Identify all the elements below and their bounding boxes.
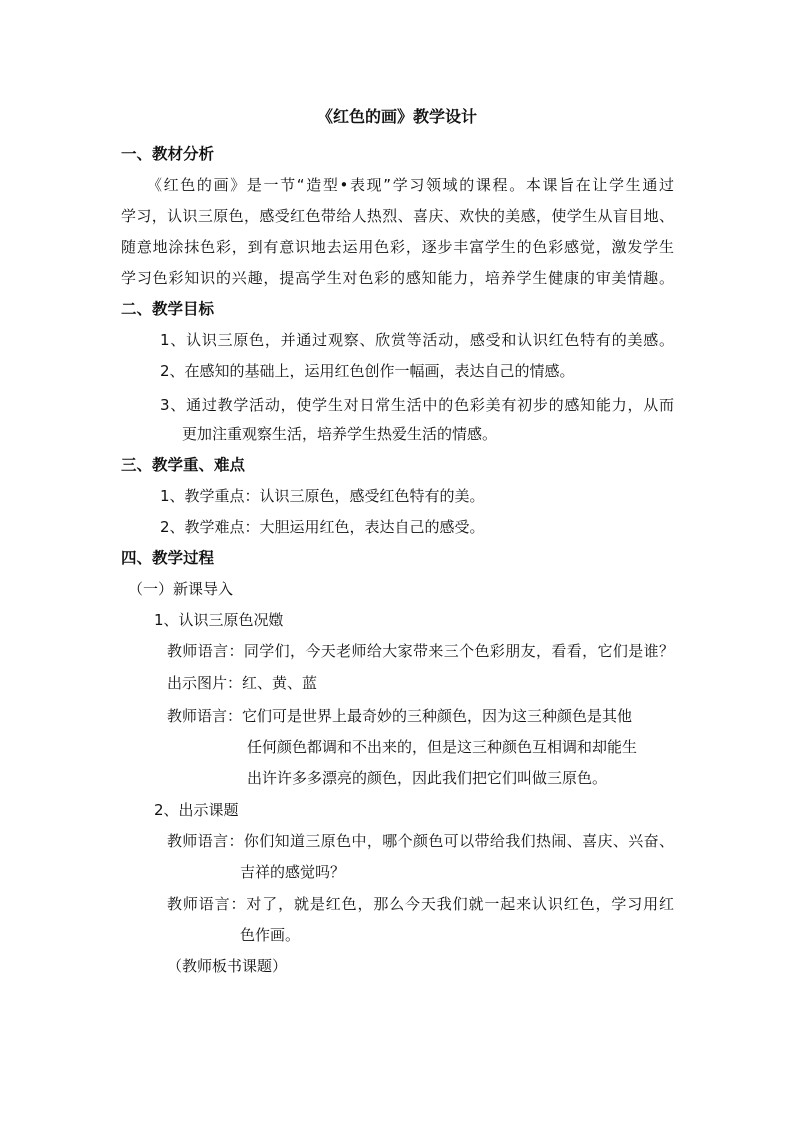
paragraph-line: 《红色的画》是一节“造型•表现”学习领域的课程。本课旨在让学生通过 [147, 176, 674, 194]
step-title: 2、出示课题 [154, 801, 239, 819]
dialogue-line-continued: 色作画。 [240, 926, 301, 944]
dialogue-line-continued: 出许许多多漂亮的颜色，因此我们把它们叫做三原色。 [247, 769, 608, 787]
section-heading-process: 四、教学过程 [121, 549, 215, 567]
board-note: （教师板书课题） [167, 957, 288, 975]
section-heading-analysis: 一、教材分析 [121, 145, 215, 163]
step-title: 1、认识三原色况嬍 [154, 611, 284, 629]
paragraph-line: 随意地涂抹色彩，到有意识地去运用色彩，逐步丰富学生的色彩感觉，激发学生 [121, 238, 674, 256]
goal-item: 3、通过教学活动，使学生对日常生活中的色彩美有初步的感知能力，从而 [160, 396, 674, 414]
paragraph-line: 学习，认识三原色，感受红色带给人热烈、喜庆、欢快的美感，使学生从盲目地、 [121, 207, 674, 225]
dialogue-line: 教师语言：同学们，今天老师给大家带来三个色彩朋友，看看，它们是谁？ [167, 642, 674, 660]
goal-item-continued: 更加注重观察生活，培养学生热爱生活的情感。 [182, 425, 498, 443]
paragraph-line: 学习色彩知识的兴趣，提高学生对色彩的感知能力，培养学生健康的审美情趣。 [121, 269, 674, 287]
dialogue-line: 出示图片：红、黄、蓝 [167, 674, 318, 692]
document-title: 《红色的画》教学设计 [316, 107, 477, 126]
dialogue-line: 教师语言：你们知道三原色中，哪个颜色可以带给我们热闹、喜庆、兴奋、 [167, 832, 674, 850]
key-point-item: 2、教学难点：大胆运用红色，表达自己的感受。 [160, 518, 485, 536]
dialogue-line: 教师语言：对了，就是红色，那么今天我们就一起来认识红色，学习用红 [167, 895, 674, 913]
dialogue-line-continued: 任何颜色都调和不出来的，但是这三种颜色互相调和却能生 [247, 738, 638, 756]
section-heading-key-points: 三、教学重、难点 [121, 456, 246, 474]
key-point-item: 1、教学重点：认识三原色，感受红色特有的美。 [160, 487, 485, 505]
goal-item: 1、认识三原色，并通过观察、欣赏等活动，感受和认识红色特有的美感。 [160, 331, 674, 349]
dialogue-line-continued: 吉祥的感觉吗？ [240, 863, 346, 881]
section-heading-goals: 二、教学目标 [121, 300, 215, 318]
goal-item: 2、在感知的基础上，运用红色创作一幅画，表达自己的情感。 [160, 362, 575, 380]
subsection-intro: （一）新课导入 [128, 580, 234, 598]
dialogue-line: 教师语言：它们可是世界上最奇妙的三种颜色，因为这三种颜色是其他 [167, 707, 633, 725]
